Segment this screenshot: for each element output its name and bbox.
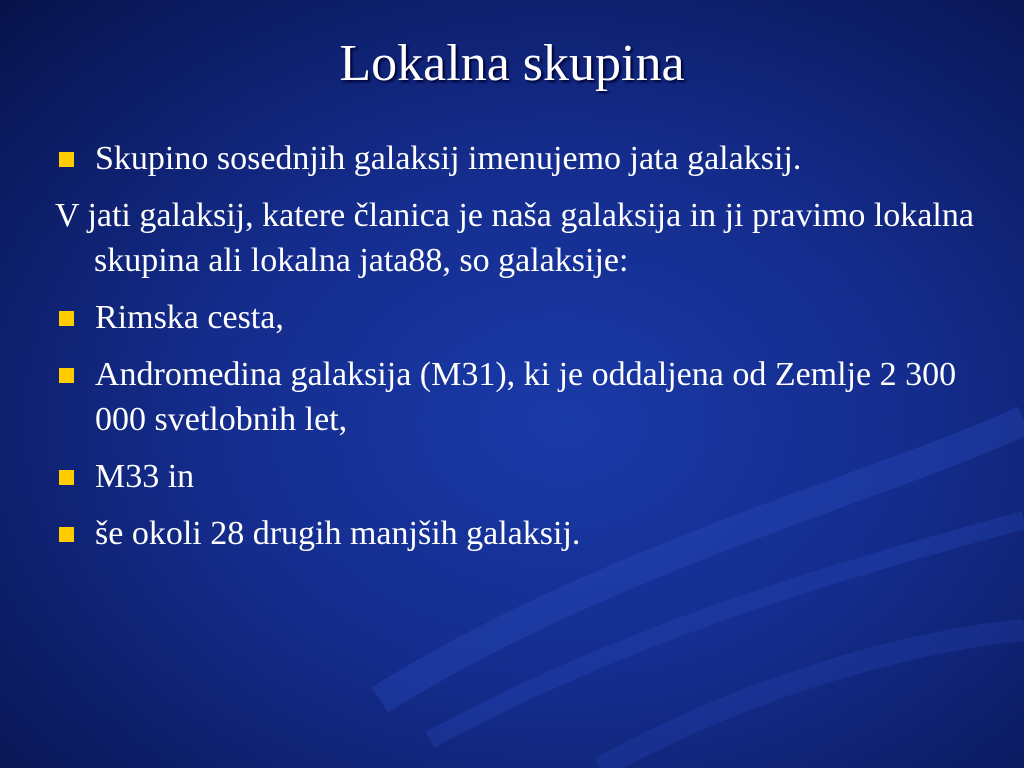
square-bullet-icon xyxy=(55,295,95,340)
square-bullet-icon xyxy=(55,352,95,442)
bullet-item xyxy=(55,352,975,442)
bullet-text: Rimska cesta, xyxy=(95,299,284,336)
bullet-item xyxy=(55,511,975,556)
bullet-text: M33 in xyxy=(95,458,195,495)
bullet-text: Andromedina galaksija (M31), ki je oddaljena od Zemlje 2 300 000 svetlobnih let, xyxy=(95,356,957,438)
bullet-text: Skupino sosednjih galaksij imenujemo jata galaksij. xyxy=(95,140,802,177)
square-bullet-icon xyxy=(55,136,95,181)
paragraph-text: V jati galaksij, katere članica je naša galaksija in ji pravimo lokalna skupina ali lokalna jata88, so galaksije: xyxy=(55,197,974,279)
square-bullet-icon xyxy=(55,454,95,499)
bullet-item xyxy=(55,136,975,181)
bullet-item xyxy=(55,454,975,499)
bullet-text: še okoli 28 drugih manjših galaksij. xyxy=(95,515,581,552)
slide-title: Lokalna skupina xyxy=(339,35,685,92)
square-bullet-icon xyxy=(55,511,95,556)
slide-body xyxy=(55,136,975,568)
bullet-item xyxy=(55,295,975,340)
